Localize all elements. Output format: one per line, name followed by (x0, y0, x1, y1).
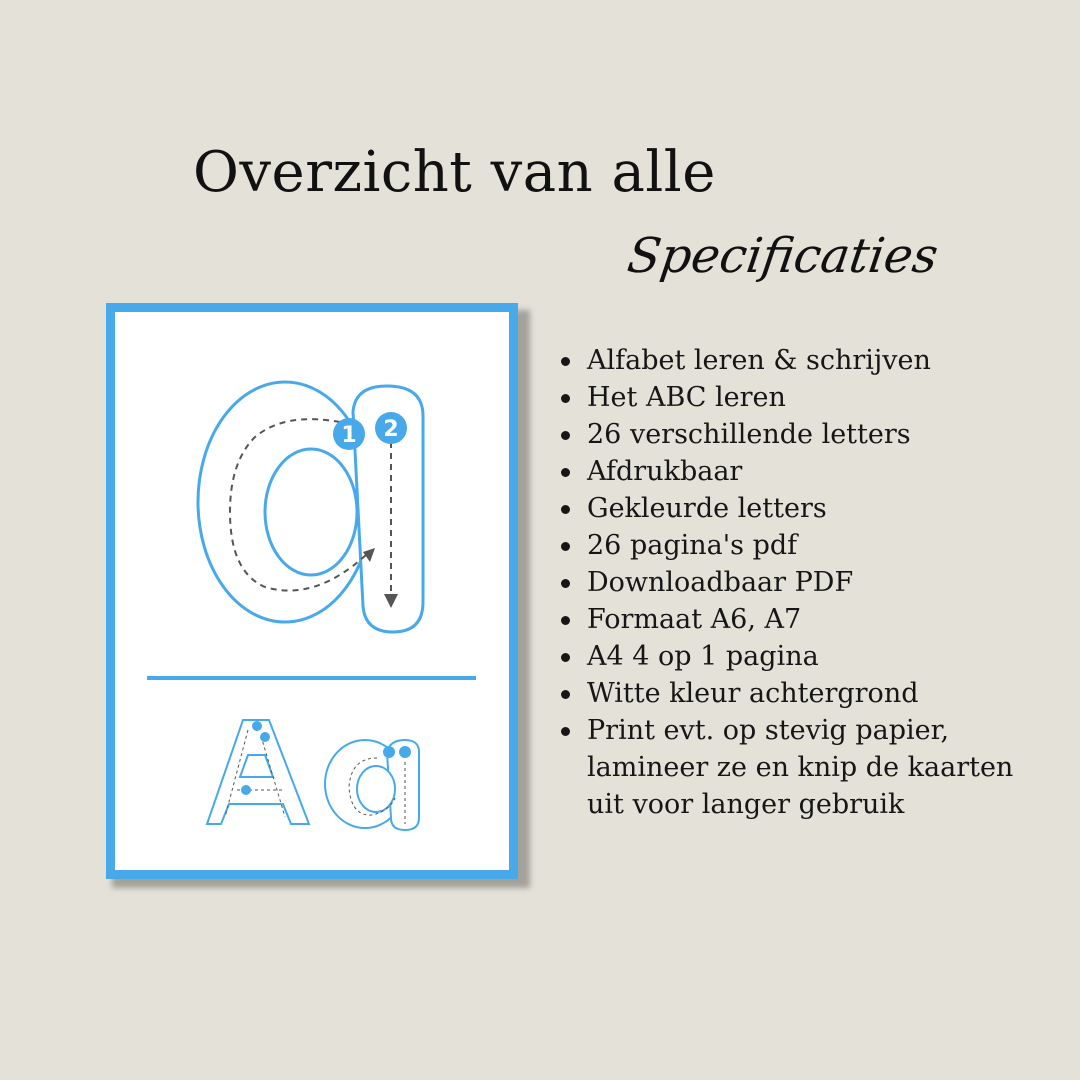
svg-text:2: 2 (383, 417, 399, 442)
spec-item: Afdrukbaar (557, 453, 1057, 490)
spec-item: Print evt. op stevig papier, lamineer ze en knip de kaarten uit voor langer gebruik (557, 712, 1057, 823)
page-title: Overzicht van alle (193, 140, 716, 205)
spec-item: Witte kleur achtergrond (557, 675, 1057, 712)
spec-item: Formaat A6, A7 (557, 601, 1057, 638)
svg-text:1: 1 (341, 423, 357, 448)
spec-item: Alfabet leren & schrijven (557, 342, 1057, 379)
spec-item: Het ABC leren (557, 379, 1057, 416)
spec-item: 26 pagina's pdf (557, 527, 1057, 564)
stroke-badge-1 (333, 418, 365, 450)
page-subtitle: Specificaties (624, 228, 942, 284)
stroke-badge-2 (375, 412, 407, 444)
small-letter-A (207, 720, 309, 824)
spec-item: A4 4 op 1 pagina (557, 638, 1057, 675)
letter-flashcard-preview (106, 303, 518, 879)
spec-item: 26 verschillende letters (557, 416, 1057, 453)
spec-list (557, 342, 1057, 823)
letter-tracing-illustration (115, 312, 509, 870)
spec-item: Downloadbaar PDF (557, 564, 1057, 601)
spec-item: Gekleurde letters (557, 490, 1057, 527)
